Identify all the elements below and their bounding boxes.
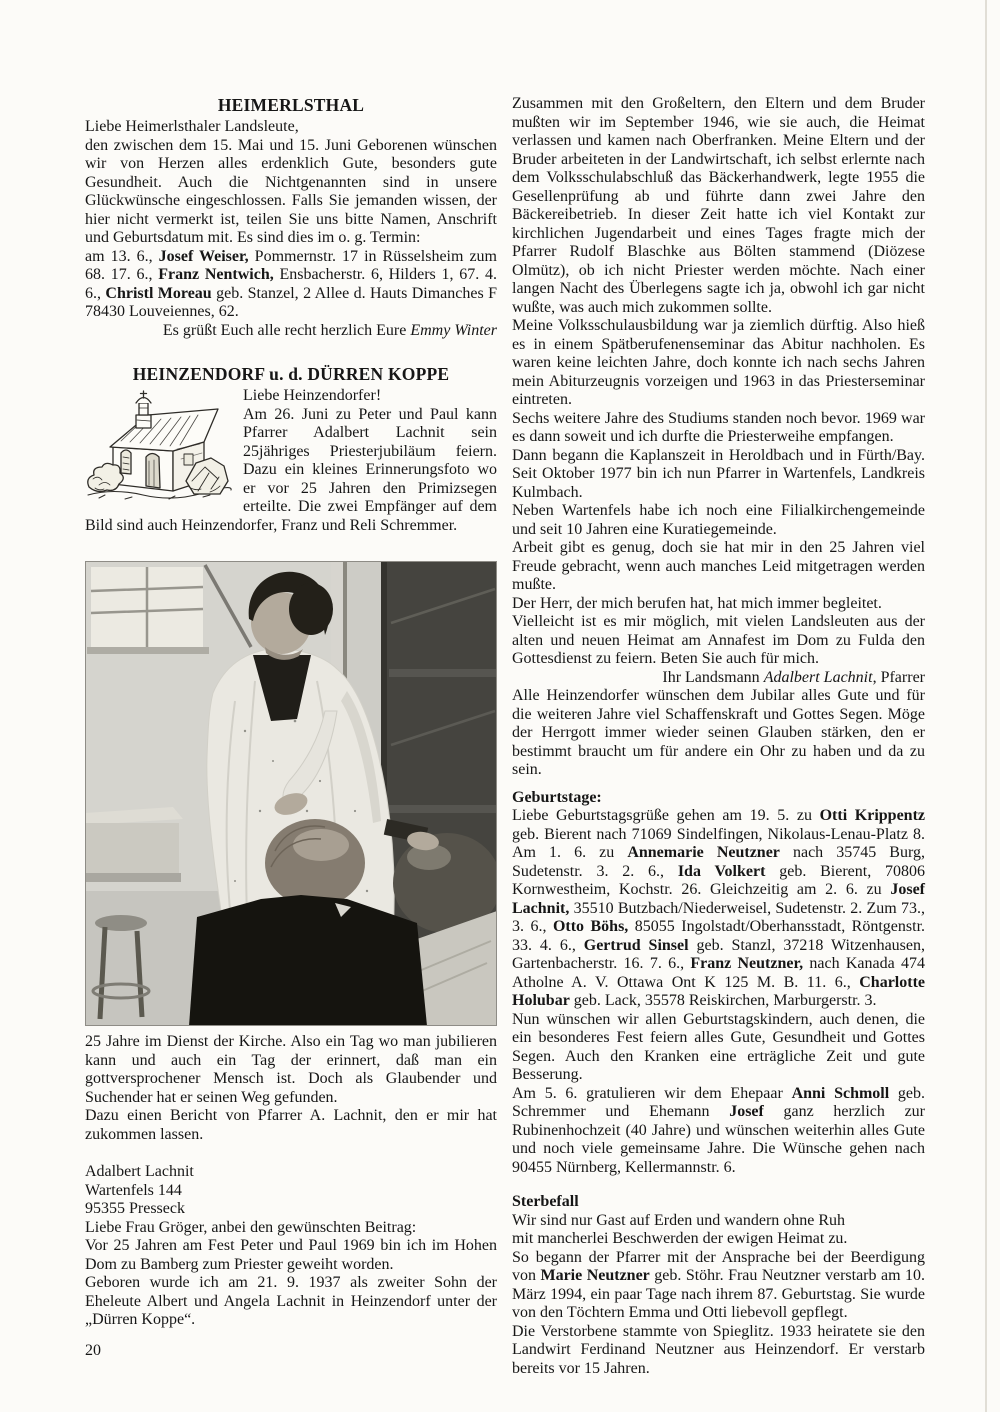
sterbefall-paragraph-1: So begann der Pfarrer mit der Ansprache bei der Beerdigung von Marie Neutzner geb. Stöhr. Frau Neutzner verstarb am 10. März 1994, ein paar Tage nach ihrem 87. Geburtstag. Sie wurde von den Töchtern Emma und Otti liebevoll gepflegt. <box>512 1248 925 1321</box>
bio-paragraph-1: Zusammen mit den Großeltern, den Eltern und dem Bruder mußten wir im September 1946, wie sie auch, die Heimat verlassen und kamen nach Oberfranken. Meine Eltern und der Bruder arbeiteten in der Landwirtschaft, ich selbst erlernte nach dem Volksschulabschluß das Bäckerhandwerk, legte 1955 die Gesellenprüfung ab und führte dann zwei Jahre den Bäckereibetrieb. In dieser Zeit hatte ich viel Kontakt zur kirchlichen Jugendarbeit und eines Tages fragte mich der Pfarrer Rudolf Blaschke aus Bölten stammend (Diözese Olmütz), ob ich nicht Priester werden möchte. Nach einer langen Nacht des Überlegens sagte ich ja, obwohl ich gar nicht wußte, was auch mich zukommen sollte. <box>512 95 925 316</box>
geburtstage-list: Liebe Geburtstagsgrüße gehen am 19. 5. zu Otti Krippentz geb. Bierent nach 71069 Sindelfingen, Nikolaus-Lenau-Platz 8. Am 1. 6. zu Annemarie Neutzner nach 35745 Burg, Sudetenstr. 3. 2. 6., Ida Volkert geb. Bierent, 70806 Kornwestheim, Kochstr. 26. Gleichzeitig am 2. 6. zu Josef Lachnit, 35510 Butzbach/Niederweisel, Sudetenstr. 2. Zum 73., 3. 6., Otto Böhs, 85055 Ingolstadt/Oberhansstadt, Röntgenstr. 33. 4. 6., Gertrud Sinsel geb. Stanzl, 37218 Witzenhausen, Gartenbacherstr. 16. 7. 6., Franz Neutzner, nach Kanada 474 Atholne A. V. Ottawa Ont K 125 M. B. 11. 6., Charlotte Holubar geb. Lack, 35578 Reiskirchen, Marburgerstr. 3. <box>512 807 926 1009</box>
geburtstage-heading: Geburtstage: <box>512 788 602 806</box>
heimerlsthal-intro: den zwischen dem 15. Mai und 15. Juni Geborenen wünschen wir von Herzen alles erdenklich Gute, besonders gute Gesundheit. Auch die Nichtgenannten sind in unsere Glückwünsche eingeschlossen. Falls Sie jemanden wissen, der hier nicht vermerkt ist, teilen Sie uns bitte Namen, Anschrift und Geburtsdatum mit. Es sind dies im o. g. Termin: <box>85 136 497 246</box>
sterbefall-heading: Sterbefall <box>512 1193 579 1210</box>
section-title-heimerlsthal: HEIMERLSTHAL <box>217 95 365 115</box>
bio-paragraph-4: Dann begann die Kaplanszeit in Heroldbach und in Fürth/Bay. Seit Oktober 1977 bin ich nun Pfarrer in Wartenfels, Landkreis Kulmbach. <box>512 446 925 501</box>
page-number: 20 <box>85 1342 101 1359</box>
bio-paragraph-7: Der Herr, der mich berufen hat, hat mich immer begleitet. <box>512 594 882 612</box>
bio-paragraph-8: Vielleicht ist es mir möglich, mit vielen Landsleuten aus der alten und neuen Heimat am Annafest im Dom zu Fulda den Gottesdienst zu feiern. Beten Sie auch für mich. <box>512 613 925 667</box>
bio-paragraph-2: Meine Volksschulausbildung war ja ziemlich dürftig. Also hieß es in einem Spätberufenenseminar das Abitur nachholen. Es waren keine leichten Jahre, doch konnte ich nach sechs Jahren mein Abiturzeugnis vorzeigen und 1963 in das Priesterseminar eintreten. <box>512 317 925 408</box>
sterbefall-verse-line-2: mit mancherlei Beschwerden der ewigen Heimat zu. <box>512 1230 848 1247</box>
address-line-street: Wartenfels 144 <box>85 1181 182 1199</box>
right-column <box>512 95 925 1378</box>
bio-signoff: Ihr Landsmann Adalbert Lachnit, Pfarrer <box>662 668 925 686</box>
bericht-note: Dazu einen Bericht von Pfarrer A. Lachnit, den er mir hat zukommen lassen. <box>85 1107 497 1143</box>
chapel-sketch-svg <box>85 389 233 501</box>
jubilar-wishes: Alle Heinzendorfer wünschen dem Jubilar alles Gute und für die weiteren Jahre viel Schaffenskraft und Gottes Segen. Möge der Herrgott immer wieder seinen Glauben stärken, den er bestimmt braucht um für andere ein Ohr zu haben und da zu sein. <box>512 687 925 778</box>
scan-edge-line <box>985 0 987 1412</box>
letter-greeting: Liebe Frau Gröger, anbei den gewünschten Beitrag: <box>85 1218 417 1236</box>
jubilee-blessing-photo <box>85 561 497 1026</box>
heimerlsthal-signoff: Es grüßt Euch alle recht herzlich Eure Emmy Winter <box>162 321 497 339</box>
bio-paragraph-3: Sechs weitere Jahre des Studiums standen noch bevor. 1969 war es dann soweit und ich durfte die Priesterweihe empfangen. <box>512 409 925 445</box>
table <box>85 807 183 882</box>
bio-paragraph-5: Neben Wartenfels habe ich noch eine Filialkirchengemeinde und seit 10 Jahren eine Kuratiegemeinde. <box>512 502 925 538</box>
jubilee-blessing-photo-svg <box>85 561 497 1026</box>
heinzendorf-salutation: Liebe Heinzendorfer! <box>243 387 382 404</box>
heimerlsthal-salutation: Liebe Heimerlsthaler Landsleute, <box>85 118 299 135</box>
heimerlsthal-birthday-list: am 13. 6., Josef Weiser, Pommernstr. 17 in Rüsselsheim zum 68. 17. 6., Franz Nentwich, Ensbacherstr. 6, Hilders 1, 67. 4. 6., Christl Moreau geb. Stanzel, 2 Allee d. Hauts Dimanches F 78430 Louveiennes, 62. <box>85 247 498 320</box>
sterbefall-verse-line-1: Wir sind nur Gast auf Erden und wandern ohne Ruh <box>512 1211 846 1229</box>
sterbefall-paragraph-2: Die Verstorbene stammte von Spieglitz. 1933 heiratete sie den Landwirt Ferdinand Neutzner aus Heinzendorf. Er verstarb bereits vor 15 Jahren. <box>512 1322 925 1377</box>
anniversary-note: Am 5. 6. gratulieren wir dem Ehepaar Anni Schmoll geb. Schremmer und Ehemann Josef ganz herzlich zur Rubinenhochzeit (40 Jahre) und wünschen weiterhin alles Gute und noch viele gemeinsame Jahre. Die Wünsche gehen nach 90455 Nürnberg, Kellermannstr. 6. <box>512 1084 926 1176</box>
address-line-name: Adalbert Lachnit <box>85 1163 194 1180</box>
letter-paragraph-1: Vor 25 Jahren am Fest Peter und Paul 1969 bin ich im Hohen Dom zu Bamberg zum Priester geweiht worden. <box>85 1237 497 1273</box>
section-title-heinzendorf: HEINZENDORF u. d. DÜRREN KOPPE <box>132 364 450 384</box>
left-column <box>85 95 497 1330</box>
address-line-city: 95355 Presseck <box>85 1200 185 1217</box>
letter-paragraph-2: Geboren wurde ich am 21. 9. 1937 als zweiter Sohn der Eheleute Albert und Angela Lachnit in Heinzendorf unter der „Dürren Koppe“. <box>85 1274 497 1328</box>
address-block <box>85 1163 497 1219</box>
photo-commentary: 25 Jahre im Dienst der Kirche. Also ein Tag wo man jubilieren kann und auch ein Tag der erinnert, daß man ein gottversprochener Mensch ist. Doch als Glaubender und Suchender hat er seinen Weg gefunden. <box>85 1033 497 1106</box>
bio-paragraph-6: Arbeit gibt es genug, doch sie hat mir in den 25 Jahren viel Freude gebracht, wenn auch manches Leid mitgetragen werden mußte. <box>512 539 925 593</box>
geburtstage-wishes: Nun wünschen wir allen Geburtstagskindern, auch denen, die ein besonderes Fest feiern alles Gute, Gesundheit und Gottes Segen. Auch den Kranken eine erträgliche Zeit und gute Besserung. <box>512 1010 925 1083</box>
chapel-sketch-illustration <box>85 389 233 501</box>
heinzendorf-intro: Am 26. Juni zu Peter und Paul kann Pfarrer Adalbert Lachnit sein 25jähriges Priesterjubiläum feiern. Dazu ein kleines Erinnerungsfoto wo er vor 25 Jahren den Primizsegen erteilte. Die zwei Empfänger auf dem Bild sind auch Heinzendorfer, Franz und Reli Schremmer. <box>85 405 497 534</box>
